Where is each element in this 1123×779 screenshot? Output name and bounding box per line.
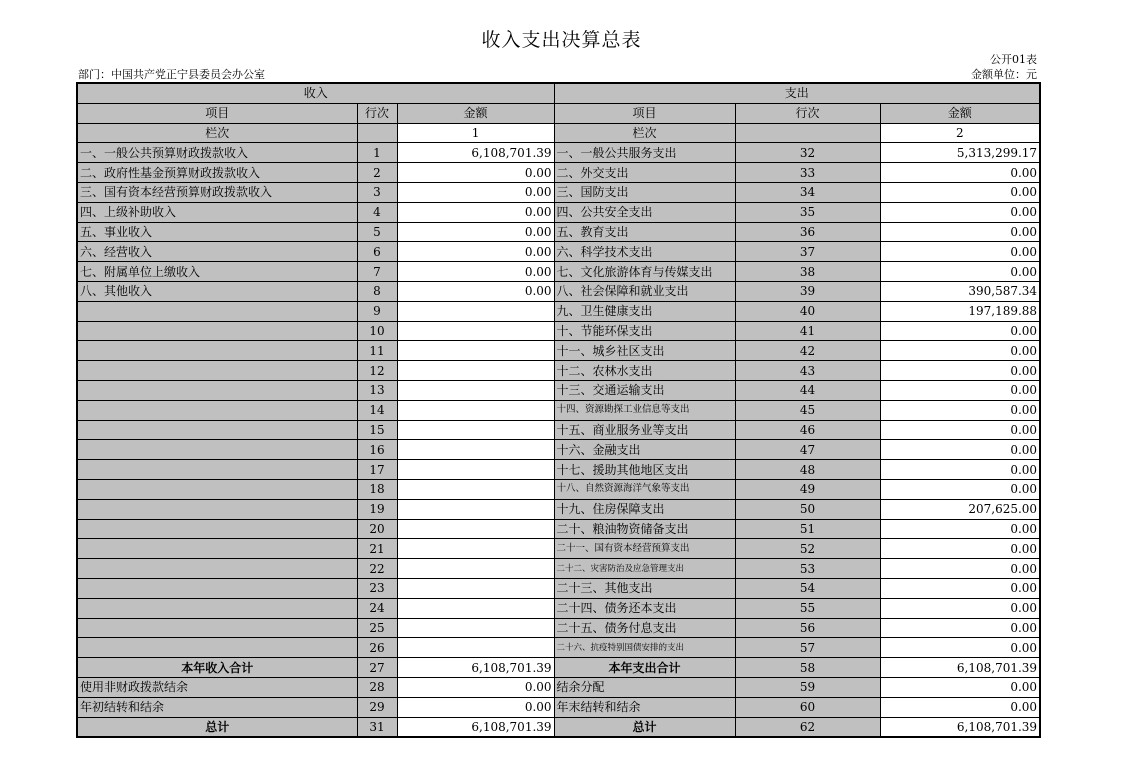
expense-line-no: 41: [735, 321, 880, 341]
expense-item: 十二、农林水支出: [554, 361, 735, 381]
income-amount: 6,108,701.39: [397, 143, 554, 163]
income-amount: 0.00: [397, 281, 554, 301]
expense-line-no: 34: [735, 182, 880, 202]
expense-amount: 0.00: [880, 578, 1040, 598]
expense-amount: 0.00: [880, 559, 1040, 579]
expense-amount: 0.00: [880, 677, 1040, 697]
expense-item: 本年支出合计: [554, 658, 735, 678]
income-amount: [397, 539, 554, 559]
expense-line-no: 62: [735, 717, 880, 737]
expense-item: 十一、城乡社区支出: [554, 341, 735, 361]
expense-line-no: 32: [735, 143, 880, 163]
income-item: [77, 618, 357, 638]
income-line-no: 14: [357, 400, 397, 420]
income-amount: 6,108,701.39: [397, 658, 554, 678]
table-row: [77, 163, 1040, 183]
expense-line-no: 52: [735, 539, 880, 559]
expense-line-no: 55: [735, 598, 880, 618]
income-line-header: 行次: [357, 103, 397, 123]
expense-column-label: 栏次: [554, 123, 735, 143]
expense-line-no: 60: [735, 697, 880, 717]
income-amount: 0.00: [397, 182, 554, 202]
table-row: [77, 400, 1040, 420]
expense-amount: 0.00: [880, 539, 1040, 559]
expense-column-number: 2: [880, 123, 1040, 143]
expense-line-header: 行次: [735, 103, 880, 123]
income-line-no: 24: [357, 598, 397, 618]
table-row: [77, 578, 1040, 598]
income-item: 八、其他收入: [77, 281, 357, 301]
table-row: [77, 301, 1040, 321]
section-header-row: [77, 83, 1040, 103]
income-item: 四、上级补助收入: [77, 202, 357, 222]
income-amount: [397, 578, 554, 598]
expense-item: 十六、金融支出: [554, 440, 735, 460]
income-line-no: 12: [357, 361, 397, 381]
expense-line-no: 49: [735, 479, 880, 499]
income-line-no: 29: [357, 697, 397, 717]
expense-item: 三、国防支出: [554, 182, 735, 202]
expense-line-no: 42: [735, 341, 880, 361]
income-item: [77, 479, 357, 499]
income-amount: [397, 479, 554, 499]
income-line-no: 8: [357, 281, 397, 301]
income-amount: 0.00: [397, 242, 554, 262]
income-item: [77, 638, 357, 658]
income-amount: 0.00: [397, 163, 554, 183]
expense-amount: 0.00: [880, 182, 1040, 202]
income-amount: 0.00: [397, 677, 554, 697]
expense-amount: 0.00: [880, 163, 1040, 183]
income-line-no: 16: [357, 440, 397, 460]
expense-line-no: 39: [735, 281, 880, 301]
income-line-no: 2: [357, 163, 397, 183]
income-column-label: 栏次: [77, 123, 357, 143]
expense-item: 二十三、其他支出: [554, 578, 735, 598]
expense-item: 五、教育支出: [554, 222, 735, 242]
expense-line-no: 53: [735, 559, 880, 579]
income-line-no: 4: [357, 202, 397, 222]
expense-line-no: 48: [735, 460, 880, 480]
table-row: [77, 638, 1040, 658]
expense-item: 十四、资源勘探工业信息等支出: [554, 400, 735, 420]
expense-line-no: 56: [735, 618, 880, 638]
expense-amount: 197,189.88: [880, 301, 1040, 321]
expense-line-no: 35: [735, 202, 880, 222]
income-amount: [397, 499, 554, 519]
expense-line-no: 45: [735, 400, 880, 420]
expense-amount: 5,313,299.17: [880, 143, 1040, 163]
expense-item: 十五、商业服务业等支出: [554, 420, 735, 440]
expense-amount: 0.00: [880, 321, 1040, 341]
table-row: [77, 499, 1040, 519]
expense-amount: 0.00: [880, 598, 1040, 618]
expense-amount: 0.00: [880, 361, 1040, 381]
expense-line-no: 59: [735, 677, 880, 697]
income-item-header: 项目: [77, 103, 357, 123]
amount-unit-label: 金额单位：元: [971, 68, 1037, 81]
expense-line-no: 47: [735, 440, 880, 460]
expense-item: 四、公共安全支出: [554, 202, 735, 222]
income-amount: [397, 519, 554, 539]
expense-amount: 390,587.34: [880, 281, 1040, 301]
expense-item: 九、卫生健康支出: [554, 301, 735, 321]
table-row: [77, 222, 1040, 242]
income-item: [77, 578, 357, 598]
expense-line-no: 51: [735, 519, 880, 539]
income-line-no: 17: [357, 460, 397, 480]
expense-amount: 6,108,701.39: [880, 658, 1040, 678]
expense-amount-header: 金额: [880, 103, 1040, 123]
expense-item: 二十四、债务还本支出: [554, 598, 735, 618]
income-amount: 0.00: [397, 262, 554, 282]
expense-amount: 0.00: [880, 460, 1040, 480]
income-line-no: 13: [357, 380, 397, 400]
expense-item: 二十二、灾害防治及应急管理支出: [554, 559, 735, 579]
income-line-no: 9: [357, 301, 397, 321]
income-line-no: 18: [357, 479, 397, 499]
expense-amount: 0.00: [880, 697, 1040, 717]
income-item: [77, 341, 357, 361]
expense-item: 六、科学技术支出: [554, 242, 735, 262]
income-line-no: 23: [357, 578, 397, 598]
income-line-no: 1: [357, 143, 397, 163]
expense-amount: 0.00: [880, 638, 1040, 658]
table-row: [77, 440, 1040, 460]
table-row: [77, 658, 1040, 678]
expense-item: 结余分配: [554, 677, 735, 697]
table-row: [77, 618, 1040, 638]
table-row: [77, 341, 1040, 361]
income-line-no: 21: [357, 539, 397, 559]
income-line-no: 28: [357, 677, 397, 697]
expense-amount: 0.00: [880, 380, 1040, 400]
income-amount: 6,108,701.39: [397, 717, 554, 737]
income-amount: [397, 638, 554, 658]
table-row: [77, 717, 1040, 737]
income-column-blank: [357, 123, 397, 143]
income-item: [77, 420, 357, 440]
expense-section-header: 支出: [554, 83, 1040, 103]
final-accounts-table: [76, 82, 1041, 738]
income-item: [77, 440, 357, 460]
expense-column-blank: [735, 123, 880, 143]
expense-item: 七、文化旅游体育与传媒支出: [554, 262, 735, 282]
expense-item: 二十六、抗疫特别国债安排的支出: [554, 638, 735, 658]
income-amount-header: 金额: [397, 103, 554, 123]
income-line-no: 15: [357, 420, 397, 440]
income-item: [77, 499, 357, 519]
income-amount: 0.00: [397, 202, 554, 222]
income-item: [77, 321, 357, 341]
expense-line-no: 36: [735, 222, 880, 242]
income-amount: [397, 341, 554, 361]
expense-item: 二、外交支出: [554, 163, 735, 183]
income-amount: [397, 420, 554, 440]
income-amount: [397, 440, 554, 460]
table-row: [77, 281, 1040, 301]
income-item: 七、附属单位上缴收入: [77, 262, 357, 282]
income-item: 年初结转和结余: [77, 697, 357, 717]
expense-item: 总计: [554, 717, 735, 737]
income-amount: [397, 598, 554, 618]
expense-item: 十七、援助其他地区支出: [554, 460, 735, 480]
income-amount: 0.00: [397, 697, 554, 717]
expense-line-no: 33: [735, 163, 880, 183]
expense-item: 二十五、债务付息支出: [554, 618, 735, 638]
form-number: 公开01表: [990, 53, 1037, 66]
table-row: [77, 598, 1040, 618]
income-amount: [397, 400, 554, 420]
income-item: [77, 361, 357, 381]
expense-line-no: 50: [735, 499, 880, 519]
income-item: [77, 539, 357, 559]
table-row: [77, 420, 1040, 440]
income-amount: [397, 301, 554, 321]
income-amount: [397, 380, 554, 400]
income-item: [77, 519, 357, 539]
income-line-no: 6: [357, 242, 397, 262]
income-item: [77, 559, 357, 579]
income-item: [77, 301, 357, 321]
income-amount: [397, 460, 554, 480]
income-item: [77, 380, 357, 400]
expense-amount: 0.00: [880, 341, 1040, 361]
table-row: [77, 519, 1040, 539]
expense-item: 年末结转和结余: [554, 697, 735, 717]
column-index-row: [77, 123, 1040, 143]
table-row: [77, 262, 1040, 282]
income-line-no: 11: [357, 341, 397, 361]
income-line-no: 10: [357, 321, 397, 341]
expense-amount: 0.00: [880, 262, 1040, 282]
income-item: 一、一般公共预算财政拨款收入: [77, 143, 357, 163]
expense-amount: 0.00: [880, 519, 1040, 539]
expense-item: 八、社会保障和就业支出: [554, 281, 735, 301]
income-item: 三、国有资本经营预算财政拨款收入: [77, 182, 357, 202]
expense-line-no: 37: [735, 242, 880, 262]
expense-item: 十三、交通运输支出: [554, 380, 735, 400]
expense-item: 十八、自然资源海洋气象等支出: [554, 479, 735, 499]
income-amount: [397, 361, 554, 381]
column-header-row: [77, 103, 1040, 123]
income-line-no: 22: [357, 559, 397, 579]
expense-amount: 6,108,701.39: [880, 717, 1040, 737]
table-row: [77, 242, 1040, 262]
expense-amount: 0.00: [880, 400, 1040, 420]
income-amount: [397, 618, 554, 638]
expense-item: 十九、住房保障支出: [554, 499, 735, 519]
table-row: [77, 380, 1040, 400]
income-item: [77, 598, 357, 618]
expense-item: 一、一般公共服务支出: [554, 143, 735, 163]
table-row: [77, 321, 1040, 341]
expense-line-no: 44: [735, 380, 880, 400]
expense-amount: 0.00: [880, 222, 1040, 242]
income-line-no: 26: [357, 638, 397, 658]
income-amount: [397, 321, 554, 341]
income-item: 六、经营收入: [77, 242, 357, 262]
expense-amount: 0.00: [880, 202, 1040, 222]
income-column-number: 1: [397, 123, 554, 143]
income-line-no: 3: [357, 182, 397, 202]
table-row: [77, 677, 1040, 697]
table-row: [77, 460, 1040, 480]
page-title: 收入支出决算总表: [481, 29, 642, 51]
expense-line-no: 58: [735, 658, 880, 678]
income-item: [77, 400, 357, 420]
expense-amount: 0.00: [880, 242, 1040, 262]
expense-line-no: 43: [735, 361, 880, 381]
income-section-header: 收入: [77, 83, 554, 103]
table-row: [77, 361, 1040, 381]
income-amount: 0.00: [397, 222, 554, 242]
income-item: 本年收入合计: [77, 658, 357, 678]
expense-item: 十、节能环保支出: [554, 321, 735, 341]
expense-line-no: 46: [735, 420, 880, 440]
income-item: 五、事业收入: [77, 222, 357, 242]
income-line-no: 20: [357, 519, 397, 539]
expense-item: 二十、粮油物资储备支出: [554, 519, 735, 539]
income-item: 二、政府性基金预算财政拨款收入: [77, 163, 357, 183]
expense-item: 二十一、国有资本经营预算支出: [554, 539, 735, 559]
expense-amount: 0.00: [880, 420, 1040, 440]
table-row: [77, 539, 1040, 559]
expense-amount: 0.00: [880, 440, 1040, 460]
table-row: [77, 143, 1040, 163]
income-line-no: 19: [357, 499, 397, 519]
expense-line-no: 40: [735, 301, 880, 321]
expense-line-no: 57: [735, 638, 880, 658]
department-label: 部门：中国共产党正宁县委员会办公室: [78, 68, 265, 81]
income-line-no: 7: [357, 262, 397, 282]
expense-line-no: 38: [735, 262, 880, 282]
table-row: [77, 202, 1040, 222]
table-row: [77, 697, 1040, 717]
expense-line-no: 54: [735, 578, 880, 598]
table-row: [77, 559, 1040, 579]
table-row: [77, 182, 1040, 202]
expense-amount: 0.00: [880, 618, 1040, 638]
income-line-no: 25: [357, 618, 397, 638]
expense-item-header: 项目: [554, 103, 735, 123]
income-line-no: 31: [357, 717, 397, 737]
expense-amount: 207,625.00: [880, 499, 1040, 519]
income-amount: [397, 559, 554, 579]
income-line-no: 5: [357, 222, 397, 242]
income-line-no: 27: [357, 658, 397, 678]
income-item: 使用非财政拨款结余: [77, 677, 357, 697]
expense-amount: 0.00: [880, 479, 1040, 499]
table-row: [77, 479, 1040, 499]
income-item: 总计: [77, 717, 357, 737]
income-item: [77, 460, 357, 480]
